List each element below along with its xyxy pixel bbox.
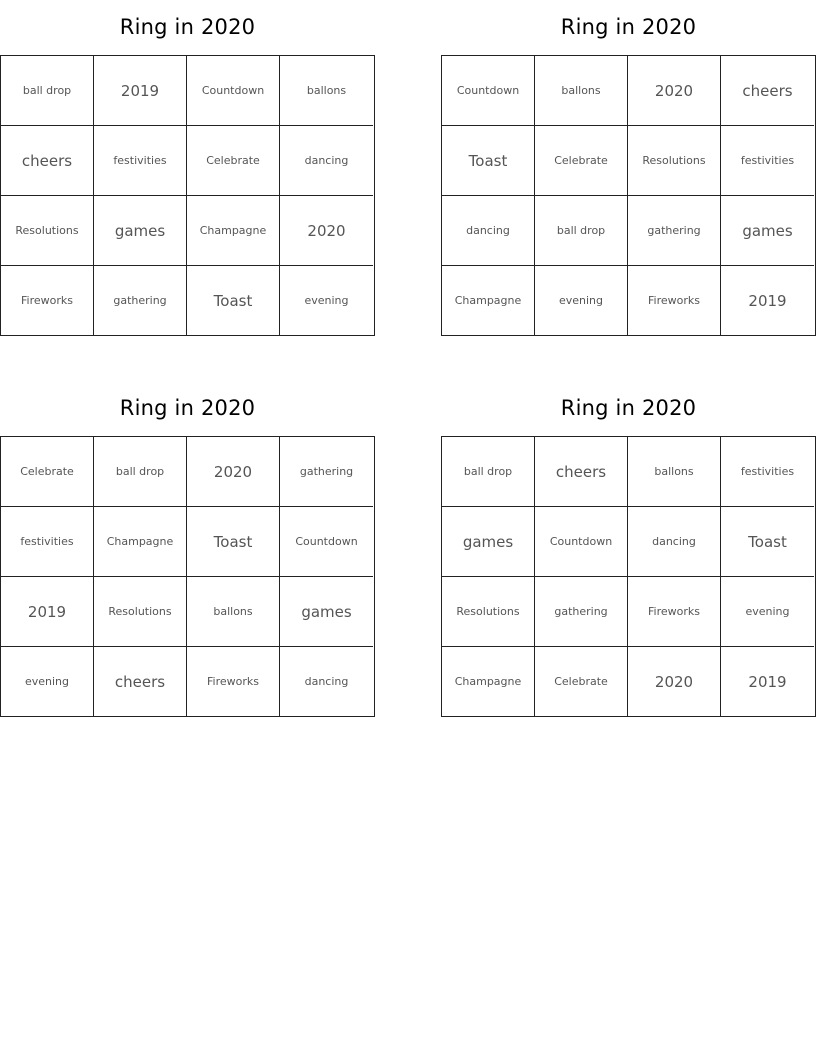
bingo-cell: Celebrate [187,126,280,196]
bingo-cell: gathering [280,437,373,507]
bingo-cell: festivities [721,126,814,196]
bingo-cell: ballons [535,56,628,126]
bingo-cell: evening [1,647,94,716]
bingo-cell: festivities [94,126,187,196]
bingo-cell: ballons [187,577,280,647]
bingo-cell: Champagne [442,266,535,335]
bingo-cell: 2019 [94,56,187,126]
bingo-grid [441,436,816,717]
bingo-cell: games [442,507,535,577]
bingo-cell: ballons [280,56,373,126]
bingo-cell: cheers [1,126,94,196]
bingo-cell: evening [721,577,814,647]
bingo-cell: Fireworks [187,647,280,716]
bingo-cell: ball drop [94,437,187,507]
bingo-cell: Celebrate [1,437,94,507]
bingo-cell: cheers [94,647,187,716]
card-title: Ring in 2020 [560,396,697,420]
bingo-cell: dancing [628,507,721,577]
card-title: Ring in 2020 [119,15,256,39]
card-title: Ring in 2020 [560,15,697,39]
bingo-cell: Toast [187,507,280,577]
bingo-cell: Countdown [535,507,628,577]
bingo-cell: Celebrate [535,647,628,716]
card-title: Ring in 2020 [119,396,256,420]
bingo-cell: 2019 [748,291,787,310]
bingo-cell: Resolutions [94,577,187,647]
bingo-cell: evening [535,266,628,335]
bingo-cell: cheers [535,437,628,507]
bingo-cell: Champagne [94,507,187,577]
bingo-cell: dancing [442,196,535,266]
bingo-cell: festivities [721,437,814,507]
bingo-cell: 2020 [187,437,280,507]
bingo-cell: cheers [721,56,814,126]
bingo-cell: games [721,196,814,266]
bingo-cell: evening [304,294,349,307]
bingo-cell: 2019 [748,672,787,691]
bingo-cell: Celebrate [535,126,628,196]
bingo-cell: Fireworks [628,266,721,335]
bingo-cell: 2019 [1,577,94,647]
bingo-cell: gathering [94,266,187,335]
bingo-cell: Countdown [187,56,280,126]
bingo-grid [441,55,816,336]
bingo-cell: ball drop [535,196,628,266]
bingo-cell: games [280,577,373,647]
bingo-cell: Toast [721,507,814,577]
bingo-grid [0,55,375,336]
bingo-cell: Toast [187,266,280,335]
bingo-cell: 2020 [628,647,721,716]
bingo-cell: 2020 [280,196,373,266]
bingo-cell: festivities [1,507,94,577]
bingo-cell: gathering [628,196,721,266]
bingo-cell: Countdown [442,56,535,126]
bingo-cell: ball drop [1,56,94,126]
bingo-cell: dancing [280,126,373,196]
bingo-cell: gathering [535,577,628,647]
bingo-cell: Champagne [442,647,535,716]
bingo-cell: ball drop [442,437,535,507]
bingo-cell: Toast [442,126,535,196]
bingo-cell: Fireworks [1,266,94,335]
bingo-cell: ballons [628,437,721,507]
bingo-cell: dancing [304,675,349,688]
bingo-grid [0,436,375,717]
bingo-cell: Champagne [187,196,280,266]
bingo-cell: Resolutions [1,196,94,266]
bingo-cell: 2020 [628,56,721,126]
bingo-cell: Resolutions [628,126,721,196]
bingo-cell: games [94,196,187,266]
bingo-cell: Resolutions [442,577,535,647]
bingo-cell: Countdown [280,507,373,577]
bingo-cell: Fireworks [628,577,721,647]
